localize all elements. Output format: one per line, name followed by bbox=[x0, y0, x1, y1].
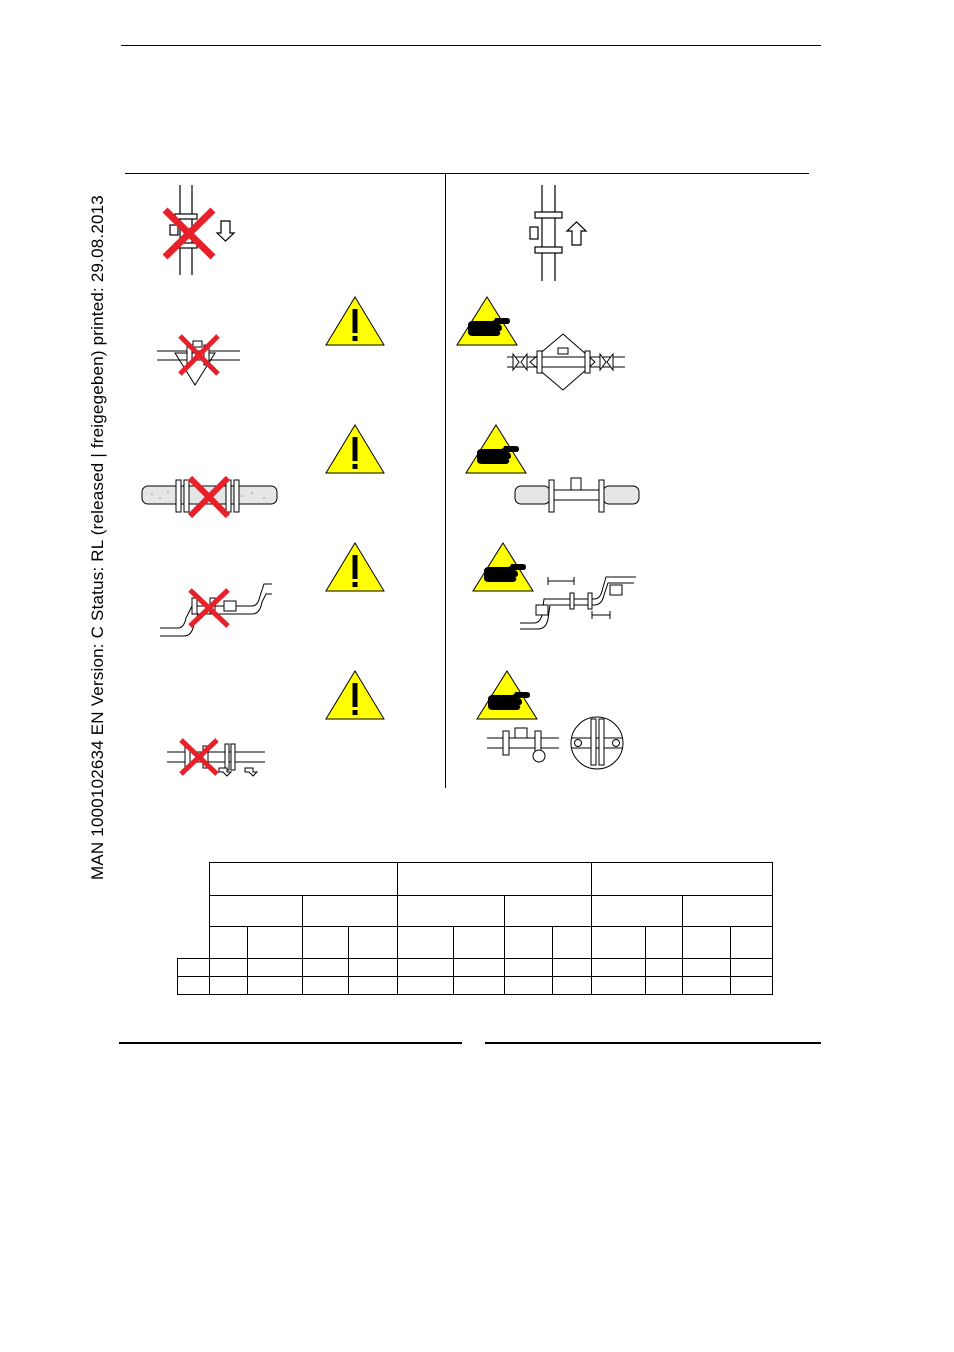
table-cell bbox=[646, 959, 683, 977]
spec-table bbox=[177, 862, 773, 995]
table-subheader-row bbox=[178, 896, 773, 927]
table-cell bbox=[210, 959, 248, 977]
header-rule bbox=[121, 45, 821, 46]
table-header-cell bbox=[398, 896, 505, 927]
figure-grid-divider bbox=[445, 173, 446, 788]
table-cell bbox=[505, 959, 553, 977]
table-cell bbox=[731, 959, 773, 977]
table-cell bbox=[683, 977, 731, 995]
document-stamp: MAN 1000102634 EN Version: C Status: RL (released | freigegeben) printed: 29.08.2013 bbox=[88, 195, 107, 880]
figure-horizontal-on-bracket bbox=[155, 333, 245, 393]
table-header-cell bbox=[505, 896, 592, 927]
table-header-cell bbox=[592, 927, 646, 959]
table-cell bbox=[553, 977, 592, 995]
table-header-cell bbox=[683, 896, 773, 927]
table-header-cell bbox=[683, 927, 731, 959]
table-header-cell bbox=[646, 927, 683, 959]
table-cell bbox=[349, 977, 398, 995]
table-header-cell bbox=[303, 927, 349, 959]
warning-triangle-icon bbox=[324, 423, 386, 475]
table-header-cell bbox=[303, 896, 398, 927]
figure-horizontal-clamped bbox=[505, 332, 630, 392]
warning-triangle-icon bbox=[324, 295, 386, 347]
table-cell bbox=[178, 863, 210, 959]
table-header-cell bbox=[398, 927, 454, 959]
table-header-cell bbox=[454, 927, 505, 959]
table-cell bbox=[454, 977, 505, 995]
table-cell bbox=[553, 959, 592, 977]
table-header-cell bbox=[248, 927, 303, 959]
table-header-cell bbox=[592, 896, 683, 927]
table-cell bbox=[505, 977, 553, 995]
table-cell bbox=[248, 959, 303, 977]
figure-vertical-flow-down bbox=[155, 185, 255, 285]
hand-hint-triangle-icon bbox=[464, 423, 528, 475]
table-cell bbox=[731, 977, 773, 995]
figure-grid-top-rule bbox=[125, 173, 809, 174]
table-header-cell bbox=[210, 863, 398, 896]
table-header-cell bbox=[398, 863, 592, 896]
warning-triangle-icon bbox=[324, 541, 386, 593]
table-cell bbox=[349, 959, 398, 977]
table-cell bbox=[454, 959, 505, 977]
table-cell bbox=[303, 977, 349, 995]
table-cell bbox=[178, 959, 210, 977]
table-cell bbox=[683, 959, 731, 977]
table-unit-row bbox=[178, 927, 773, 959]
table-header-cell bbox=[349, 927, 398, 959]
footer-rule-left bbox=[119, 1042, 462, 1044]
table-header-row bbox=[178, 863, 773, 896]
table-header-cell bbox=[505, 927, 553, 959]
table-header-cell bbox=[210, 896, 303, 927]
figure-valve-downstream bbox=[165, 738, 270, 783]
figure-pipe-bend-near bbox=[158, 576, 273, 638]
table-header-cell bbox=[210, 927, 248, 959]
table-cell bbox=[178, 977, 210, 995]
table-header-cell bbox=[592, 863, 773, 896]
table-cell bbox=[303, 959, 349, 977]
figure-pipe-bend-straight-runs bbox=[518, 573, 643, 633]
table-header-cell bbox=[553, 927, 592, 959]
warning-triangle-icon bbox=[324, 669, 386, 721]
figure-insulated-pipe-clear bbox=[513, 474, 643, 519]
table-cell bbox=[248, 977, 303, 995]
table-row bbox=[178, 977, 773, 995]
table-cell bbox=[398, 959, 454, 977]
table-row bbox=[178, 959, 773, 977]
figure-vertical-flow-up bbox=[525, 185, 605, 285]
table-header-cell bbox=[731, 927, 773, 959]
hand-hint-triangle-icon bbox=[475, 669, 539, 721]
table-cell bbox=[592, 977, 646, 995]
figure-flange-alignment bbox=[485, 716, 630, 771]
table-cell bbox=[646, 977, 683, 995]
footer-rule-right bbox=[485, 1042, 821, 1044]
table-cell bbox=[592, 959, 646, 977]
figure-insulated-pipe-covered bbox=[140, 474, 280, 519]
table-cell bbox=[398, 977, 454, 995]
table-cell bbox=[210, 977, 248, 995]
